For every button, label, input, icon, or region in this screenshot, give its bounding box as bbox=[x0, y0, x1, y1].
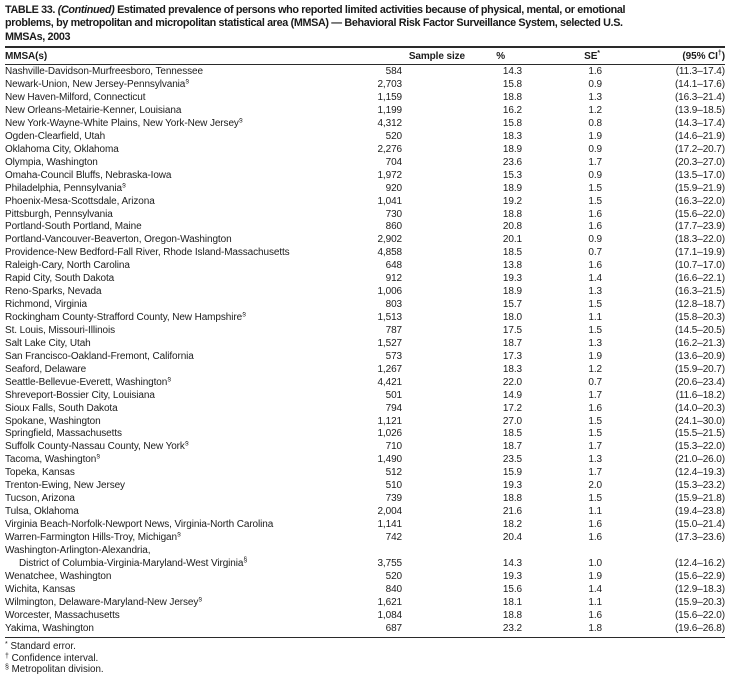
percent-cell: 15.6 bbox=[502, 583, 522, 595]
mmsa-name-cell: Wenatchee, Washington bbox=[5, 570, 112, 582]
se-cell: 1.5 bbox=[588, 195, 602, 207]
percent-cell: 18.0 bbox=[502, 312, 522, 324]
mmsa-name-cell: Reno-Sparks, Nevada bbox=[5, 286, 102, 298]
ci-cell: (16.2–21.3) bbox=[674, 337, 725, 349]
percent-cell: 13.8 bbox=[502, 260, 522, 272]
table-row bbox=[5, 441, 725, 454]
sample-size-cell: 794 bbox=[385, 402, 402, 414]
ci-cell: (20.6–23.4) bbox=[674, 376, 725, 388]
ci-cell: (14.0–20.3) bbox=[674, 402, 725, 414]
table-row bbox=[5, 467, 725, 480]
table-row bbox=[5, 79, 725, 92]
mmsa-name-line2: District of Columbia-Virginia-Maryland-West Virginia§ bbox=[19, 556, 248, 569]
mmsa-name-cell: Newark-Union, New Jersey-Pennsylvania§ bbox=[5, 79, 190, 91]
se-cell: 0.7 bbox=[588, 376, 602, 388]
percent-cell: 15.3 bbox=[502, 169, 522, 181]
table-row bbox=[5, 131, 725, 144]
se-cell: 1.7 bbox=[588, 389, 602, 401]
percent-cell: 15.9 bbox=[502, 467, 522, 479]
percent-cell: 20.1 bbox=[502, 234, 522, 246]
table-row bbox=[5, 105, 725, 118]
table-row bbox=[5, 428, 725, 441]
se-cell: 1.3 bbox=[588, 454, 602, 466]
sample-size-cell: 742 bbox=[385, 531, 402, 543]
se-cell: 0.9 bbox=[588, 234, 602, 246]
sample-size-cell: 1,084 bbox=[377, 609, 402, 621]
table-row bbox=[5, 338, 725, 351]
sample-size-cell: 687 bbox=[385, 622, 402, 634]
se-cell: 0.9 bbox=[588, 169, 602, 181]
se-cell: 1.1 bbox=[588, 506, 602, 518]
table-row bbox=[5, 286, 725, 299]
table-row bbox=[5, 183, 725, 196]
mmsa-name-cell: Wilmington, Delaware-Maryland-New Jersey§ bbox=[5, 596, 203, 608]
footnote-line: § Metropolitan division. bbox=[5, 664, 104, 676]
mmsa-name-cell: Yakima, Washington bbox=[5, 622, 94, 634]
sample-size-cell: 520 bbox=[385, 130, 402, 142]
ci-cell: (14.3–17.4) bbox=[674, 117, 725, 129]
table-row bbox=[5, 519, 725, 532]
se-cell: 1.5 bbox=[588, 428, 602, 440]
percent-cell: 19.3 bbox=[502, 570, 522, 582]
table-row bbox=[5, 364, 725, 377]
table-row bbox=[5, 66, 725, 79]
ci-cell: (15.9–21.8) bbox=[674, 493, 725, 505]
ci-cell: (19.6–26.8) bbox=[674, 622, 725, 634]
percent-cell: 14.3 bbox=[502, 557, 522, 569]
percent-cell: 18.5 bbox=[502, 428, 522, 440]
sample-size-cell: 2,902 bbox=[377, 234, 402, 246]
sample-size-cell: 1,041 bbox=[377, 195, 402, 207]
ci-cell: (16.3–22.0) bbox=[674, 195, 725, 207]
se-cell: 1.6 bbox=[588, 402, 602, 414]
ci-cell: (19.4–23.8) bbox=[674, 506, 725, 518]
percent-cell: 18.9 bbox=[502, 143, 522, 155]
mmsa-name-cell: Omaha-Council Bluffs, Nebraska-Iowa bbox=[5, 169, 172, 181]
percent-cell: 18.8 bbox=[502, 609, 522, 621]
ci-cell: (16.3–21.4) bbox=[674, 92, 725, 104]
se-cell: 1.7 bbox=[588, 467, 602, 479]
title-continued: (Continued) bbox=[57, 4, 115, 16]
table-row bbox=[5, 299, 725, 312]
se-cell: 0.9 bbox=[588, 143, 602, 155]
percent-cell: 15.8 bbox=[502, 79, 522, 91]
title-table-number: TABLE 33. bbox=[5, 4, 56, 16]
sample-size-cell: 520 bbox=[385, 570, 402, 582]
footnote-line: † Confidence interval. bbox=[5, 652, 99, 664]
ci-cell: (24.1–30.0) bbox=[674, 415, 725, 427]
sample-size-cell: 1,621 bbox=[377, 596, 402, 608]
col-header-mmsa: MMSA(s) bbox=[5, 51, 48, 63]
ci-cell: (12.8–18.7) bbox=[674, 299, 725, 311]
mmsa-name-cell: Rapid City, South Dakota bbox=[5, 273, 115, 285]
table-body bbox=[5, 65, 725, 635]
table-row bbox=[5, 493, 725, 506]
mmsa-name-cell: Raleigh-Cary, North Carolina bbox=[5, 260, 130, 272]
mmsa-name-cell: Salt Lake City, Utah bbox=[5, 337, 91, 349]
percent-cell: 27.0 bbox=[502, 415, 522, 427]
sample-size-cell: 648 bbox=[385, 260, 402, 272]
sample-size-cell: 787 bbox=[385, 324, 402, 336]
percent-cell: 18.5 bbox=[502, 247, 522, 259]
mmsa-name-cell: Tulsa, Oklahoma bbox=[5, 506, 79, 518]
sample-size-cell: 512 bbox=[385, 467, 402, 479]
ci-cell: (13.9–18.5) bbox=[674, 105, 725, 117]
sample-size-cell: 1,141 bbox=[377, 519, 402, 531]
table-row bbox=[5, 584, 725, 597]
se-cell: 1.4 bbox=[588, 583, 602, 595]
se-cell: 1.9 bbox=[588, 130, 602, 142]
mmsa-name-cell: Springfield, Massachusetts bbox=[5, 428, 122, 440]
ci-cell: (15.5–21.5) bbox=[674, 428, 725, 440]
mmsa-name-cell: St. Louis, Missouri-Illinois bbox=[5, 324, 116, 336]
table-row bbox=[5, 390, 725, 403]
se-cell: 1.3 bbox=[588, 337, 602, 349]
percent-cell: 18.2 bbox=[502, 519, 522, 531]
ci-cell: (14.1–17.6) bbox=[674, 79, 725, 91]
table-row bbox=[5, 209, 725, 222]
ci-cell: (14.5–20.5) bbox=[674, 324, 725, 336]
ci-cell: (17.1–19.9) bbox=[674, 247, 725, 259]
table-row bbox=[5, 532, 725, 545]
se-cell: 1.4 bbox=[588, 273, 602, 285]
mmsa-name-cell: Sioux Falls, South Dakota bbox=[5, 402, 118, 414]
title-line-1 bbox=[5, 4, 725, 17]
sample-size-cell: 1,159 bbox=[377, 92, 402, 104]
se-cell: 1.1 bbox=[588, 596, 602, 608]
percent-cell: 18.3 bbox=[502, 363, 522, 375]
percent-cell: 23.6 bbox=[502, 156, 522, 168]
percent-cell: 20.8 bbox=[502, 221, 522, 233]
se-cell: 1.7 bbox=[588, 156, 602, 168]
footnotes bbox=[5, 638, 725, 675]
ci-cell: (12.9–18.3) bbox=[674, 583, 725, 595]
table-row bbox=[5, 351, 725, 364]
table-row bbox=[5, 325, 725, 338]
table-row bbox=[5, 92, 725, 105]
mmsa-name-cell: Suffolk County-Nassau County, New York§ bbox=[5, 441, 189, 453]
table-row bbox=[5, 403, 725, 416]
se-cell: 1.9 bbox=[588, 350, 602, 362]
mmsa-name-cell: Virginia Beach-Norfolk-Newport News, Virginia-North Carolina bbox=[5, 519, 274, 531]
percent-cell: 18.9 bbox=[502, 286, 522, 298]
sample-size-cell: 1,006 bbox=[377, 286, 402, 298]
ci-cell: (16.6–22.1) bbox=[674, 273, 725, 285]
percent-cell: 19.2 bbox=[502, 195, 522, 207]
ci-footnote-marker: † bbox=[717, 50, 722, 58]
table-row bbox=[5, 454, 725, 467]
se-cell: 1.3 bbox=[588, 286, 602, 298]
mmsa-name-cell: Providence-New Bedford-Fall River, Rhode Island-Massachusetts bbox=[5, 247, 290, 259]
table-row bbox=[5, 623, 725, 636]
se-cell: 2.0 bbox=[588, 480, 602, 492]
ci-cell: (15.3–23.2) bbox=[674, 480, 725, 492]
se-footnote-marker: * bbox=[597, 50, 600, 58]
percent-cell: 14.3 bbox=[502, 66, 522, 78]
mmsa-name-cell: Portland-South Portland, Maine bbox=[5, 221, 142, 233]
percent-cell: 20.4 bbox=[502, 531, 522, 543]
mmsa-name-cell: Seaford, Delaware bbox=[5, 363, 87, 375]
table-row bbox=[5, 118, 725, 131]
se-cell: 1.5 bbox=[588, 324, 602, 336]
table-row bbox=[5, 312, 725, 325]
se-cell: 1.6 bbox=[588, 519, 602, 531]
sample-size-cell: 1,513 bbox=[377, 312, 402, 324]
percent-cell: 18.8 bbox=[502, 92, 522, 104]
mmsa-name-cell: Topeka, Kansas bbox=[5, 467, 75, 479]
table-row bbox=[5, 597, 725, 610]
sample-size-cell: 1,026 bbox=[377, 428, 402, 440]
percent-cell: 18.3 bbox=[502, 130, 522, 142]
se-cell: 1.6 bbox=[588, 609, 602, 621]
se-cell: 1.6 bbox=[588, 208, 602, 220]
sample-size-cell: 920 bbox=[385, 182, 402, 194]
sample-size-cell: 860 bbox=[385, 221, 402, 233]
table-row bbox=[5, 571, 725, 584]
ci-cell: (20.3–27.0) bbox=[674, 156, 725, 168]
se-cell: 1.5 bbox=[588, 493, 602, 505]
sample-size-cell: 510 bbox=[385, 480, 402, 492]
table-row bbox=[5, 273, 725, 286]
table-row bbox=[5, 377, 725, 390]
mmsa-name-cell: Wichita, Kansas bbox=[5, 583, 76, 595]
table-row bbox=[5, 234, 725, 247]
sample-size-cell: 4,858 bbox=[377, 247, 402, 259]
se-cell: 1.5 bbox=[588, 182, 602, 194]
mmsa-name-cell: New Orleans-Metairie-Kenner, Louisiana bbox=[5, 105, 182, 117]
table-row bbox=[5, 506, 725, 519]
mmsa-name-cell: Trenton-Ewing, New Jersey bbox=[5, 480, 125, 492]
percent-cell: 15.8 bbox=[502, 117, 522, 129]
se-cell: 1.3 bbox=[588, 92, 602, 104]
se-cell: 1.1 bbox=[588, 312, 602, 324]
se-cell: 1.5 bbox=[588, 415, 602, 427]
mmsa-name-cell: Washington-Arlington-Alexandria, District of Columbia-Virginia-Maryland-West Virginia§ bbox=[5, 545, 342, 571]
sample-size-cell: 584 bbox=[385, 66, 402, 78]
se-cell: 1.6 bbox=[588, 221, 602, 233]
mmsa-name-cell: Oklahoma City, Oklahoma bbox=[5, 143, 119, 155]
sample-size-cell: 730 bbox=[385, 208, 402, 220]
col-header-percent: % bbox=[496, 51, 505, 63]
se-cell: 1.6 bbox=[588, 531, 602, 543]
percent-cell: 23.2 bbox=[502, 622, 522, 634]
sample-size-cell: 710 bbox=[385, 441, 402, 453]
table-row bbox=[5, 144, 725, 157]
percent-cell: 18.8 bbox=[502, 208, 522, 220]
table-row bbox=[5, 416, 725, 429]
mmsa-name-cell: Ogden-Clearfield, Utah bbox=[5, 130, 106, 142]
table-row bbox=[5, 247, 725, 260]
ci-cell: (13.6–20.9) bbox=[674, 350, 725, 362]
se-cell: 1.9 bbox=[588, 570, 602, 582]
ci-cell: (11.6–18.2) bbox=[675, 389, 725, 401]
mmsa-name-cell: Shreveport-Bossier City, Louisiana bbox=[5, 389, 155, 401]
mmsa-name-cell: San Francisco-Oakland-Fremont, California bbox=[5, 350, 194, 362]
sample-size-cell: 3,755 bbox=[377, 557, 402, 569]
ci-cell: (14.6–21.9) bbox=[674, 130, 725, 142]
ci-cell: (12.4–16.2) bbox=[674, 557, 725, 569]
ci-cell: (12.4–19.3) bbox=[674, 467, 725, 479]
sample-size-cell: 2,703 bbox=[377, 79, 402, 91]
mmsa-name-cell: Worcester, Massachusetts bbox=[5, 609, 120, 621]
percent-cell: 18.8 bbox=[502, 493, 522, 505]
sample-size-cell: 2,276 bbox=[377, 143, 402, 155]
table-row bbox=[5, 221, 725, 234]
ci-cell: (13.5–17.0) bbox=[674, 169, 725, 181]
percent-cell: 17.5 bbox=[502, 324, 522, 336]
percent-cell: 14.9 bbox=[502, 389, 522, 401]
sample-size-cell: 501 bbox=[385, 389, 402, 401]
sample-size-cell: 912 bbox=[385, 273, 402, 285]
sample-size-cell: 1,527 bbox=[377, 337, 402, 349]
table-row bbox=[5, 610, 725, 623]
mmsa-name-cell: Warren-Farmington Hills-Troy, Michigan§ bbox=[5, 531, 181, 543]
se-cell: 0.8 bbox=[588, 117, 602, 129]
table-row bbox=[5, 545, 725, 571]
table-row bbox=[5, 157, 725, 170]
sample-size-cell: 803 bbox=[385, 299, 402, 311]
mmsa-name-cell: Phoenix-Mesa-Scottsdale, Arizona bbox=[5, 195, 155, 207]
table-row bbox=[5, 170, 725, 183]
mmsa-name-cell: Portland-Vancouver-Beaverton, Oregon-Washington bbox=[5, 234, 232, 246]
se-cell: 1.2 bbox=[588, 105, 602, 117]
sample-size-cell: 1,490 bbox=[377, 454, 402, 466]
sample-size-cell: 840 bbox=[385, 583, 402, 595]
mmsa-name-cell: Seattle-Bellevue-Everett, Washington§ bbox=[5, 376, 172, 388]
percent-cell: 18.1 bbox=[502, 596, 522, 608]
percent-cell: 18.9 bbox=[502, 182, 522, 194]
se-cell: 1.2 bbox=[588, 363, 602, 375]
se-cell: 1.8 bbox=[588, 622, 602, 634]
percent-cell: 22.0 bbox=[502, 376, 522, 388]
se-cell: 0.9 bbox=[588, 79, 602, 91]
ci-cell: (21.0–26.0) bbox=[674, 454, 725, 466]
table-row bbox=[5, 260, 725, 273]
ci-cell: (18.3–22.0) bbox=[674, 234, 725, 246]
mmsa-name-cell: Tacoma, Washington§ bbox=[5, 454, 101, 466]
se-cell: 1.0 bbox=[588, 557, 602, 569]
ci-cell: (11.3–17.4) bbox=[675, 66, 725, 78]
sample-size-cell: 704 bbox=[385, 156, 402, 168]
ci-cell: (15.6–22.9) bbox=[674, 570, 725, 582]
percent-cell: 17.2 bbox=[502, 402, 522, 414]
ci-cell: (10.7–17.0) bbox=[674, 260, 725, 272]
ci-label: (95% CI bbox=[682, 51, 718, 63]
ci-cell: (15.8–20.3) bbox=[674, 312, 725, 324]
ci-cell: (17.3–23.6) bbox=[674, 531, 725, 543]
percent-cell: 15.7 bbox=[502, 299, 522, 311]
se-cell: 1.7 bbox=[588, 441, 602, 453]
sample-size-cell: 4,421 bbox=[377, 376, 402, 388]
ci-cell: (15.6–22.0) bbox=[674, 208, 725, 220]
mmsa-name-cell: Spokane, Washington bbox=[5, 415, 101, 427]
percent-cell: 21.6 bbox=[502, 506, 522, 518]
se-label: SE bbox=[584, 51, 598, 63]
ci-cell: (16.3–21.5) bbox=[674, 286, 725, 298]
table-header-row bbox=[5, 48, 725, 65]
percent-cell: 17.3 bbox=[502, 350, 522, 362]
sample-size-cell: 4,312 bbox=[377, 117, 402, 129]
se-cell: 1.5 bbox=[588, 299, 602, 311]
se-cell: 1.6 bbox=[588, 66, 602, 78]
percent-cell: 16.2 bbox=[502, 105, 522, 117]
percent-cell: 19.3 bbox=[502, 273, 522, 285]
se-cell: 1.6 bbox=[588, 260, 602, 272]
mmsa-name-cell: Tucson, Arizona bbox=[5, 493, 75, 505]
se-cell: 0.7 bbox=[588, 247, 602, 259]
sample-size-cell: 739 bbox=[385, 493, 402, 505]
sample-size-cell: 1,267 bbox=[377, 363, 402, 375]
ci-cell: (15.3–22.0) bbox=[674, 441, 725, 453]
ci-cell: (17.7–23.9) bbox=[674, 221, 725, 233]
footnote-line: * Standard error. bbox=[5, 641, 76, 653]
table-row bbox=[5, 480, 725, 493]
title-text: Estimated prevalence of persons who reported limited activities because of physical, mental, or emotional bbox=[117, 4, 626, 16]
col-header-sample-size: Sample size bbox=[408, 51, 465, 63]
ci-cell: (15.9–20.7) bbox=[674, 363, 725, 375]
sample-size-cell: 573 bbox=[385, 350, 402, 362]
mmsa-name-cell: Pittsburgh, Pennsylvania bbox=[5, 208, 113, 220]
title-line-2: problems, by metropolitan and micropolitan statistical area (MMSA) — Behavioral Risk Factor Surveillance System, selected U.S. bbox=[5, 17, 623, 30]
ci-cell: (15.9–21.9) bbox=[674, 182, 725, 194]
mmsa-name-cell: Richmond, Virginia bbox=[5, 299, 87, 311]
mmsa-name-cell: Rockingham County-Strafford County, New Hampshire§ bbox=[5, 312, 246, 324]
sample-size-cell: 2,004 bbox=[377, 506, 402, 518]
col-header-se bbox=[505, 51, 600, 62]
ci-cell: (17.2–20.7) bbox=[674, 143, 725, 155]
percent-cell: 23.5 bbox=[502, 454, 522, 466]
mmsa-name-cell: Olympia, Washington bbox=[5, 156, 98, 168]
mmsa-name-cell: New Haven-Milford, Connecticut bbox=[5, 92, 146, 104]
table-title bbox=[5, 4, 725, 44]
percent-cell: 19.3 bbox=[502, 480, 522, 492]
title-line-3: MMSAs, 2003 bbox=[5, 30, 71, 43]
percent-cell: 18.7 bbox=[502, 441, 522, 453]
sample-size-cell: 1,121 bbox=[377, 415, 402, 427]
col-header-ci bbox=[600, 51, 725, 62]
ci-cell: (15.6–22.0) bbox=[674, 609, 725, 621]
mmsa-name-cell: New York-Wayne-White Plains, New York-New Jersey§ bbox=[5, 117, 243, 129]
ci-cell: (15.0–21.4) bbox=[674, 519, 725, 531]
ci-cell: (15.9–20.3) bbox=[674, 596, 725, 608]
mmsa-name-cell: Nashville-Davidson-Murfreesboro, Tennessee bbox=[5, 66, 203, 78]
ci-label-close: ) bbox=[721, 51, 725, 63]
percent-cell: 18.7 bbox=[502, 337, 522, 349]
sample-size-cell: 1,972 bbox=[377, 169, 402, 181]
mmsa-name-cell: Philadelphia, Pennsylvania§ bbox=[5, 182, 126, 194]
table-row bbox=[5, 196, 725, 209]
sample-size-cell: 1,199 bbox=[377, 105, 402, 117]
